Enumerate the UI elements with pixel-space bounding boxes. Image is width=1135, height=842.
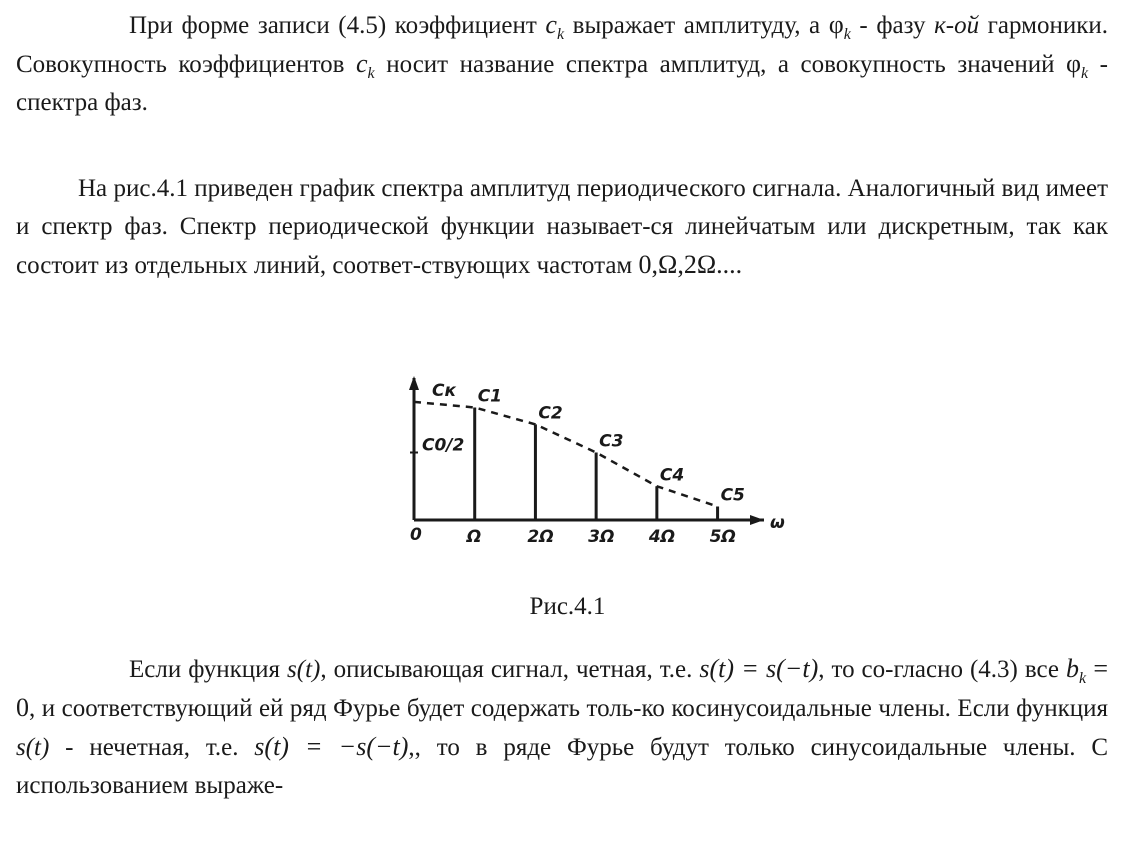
spectral-line-label: C1	[477, 386, 503, 407]
text: носит название спектра амплитуд, а совокупность значений	[374, 51, 1067, 78]
math-sub: k	[556, 26, 565, 43]
x-tick-label: 2Ω	[527, 527, 554, 547]
math-sub: k	[367, 65, 375, 82]
text: Если функция	[129, 656, 288, 683]
math-phik: φ	[828, 10, 844, 39]
math-even: s(t) = s(−t)	[699, 654, 819, 683]
paragraph-2	[16, 170, 1108, 285]
x-axis-label: ω	[770, 513, 785, 533]
x-tick-label: Ω	[466, 527, 482, 547]
text: гармоники. Совокупность коэффициентов	[16, 12, 1108, 78]
math-bk: b	[1066, 654, 1079, 683]
text: - спектра фаз.	[16, 51, 1108, 116]
x-tick-label: 4Ω	[648, 527, 676, 547]
x-tick-label: 5Ω	[709, 527, 736, 547]
spectrum-figure	[400, 368, 790, 558]
text: , и соответствующий ей ряд Фурье будет содержать толь-ко косинусоидальные члены. Если функция	[29, 695, 1108, 722]
text: , описывающая сигнал, четная, т.е.	[320, 656, 700, 683]
math-sub: k	[1081, 65, 1089, 82]
math-eq-zero: = 0	[16, 654, 1109, 722]
spectral-line-label: C4	[659, 465, 685, 486]
spectral-line-label: C5	[720, 485, 745, 506]
figure-caption: Рис.4.1	[529, 593, 606, 620]
math-ck: c	[545, 10, 557, 39]
spectral-line-label: C3	[599, 431, 624, 452]
text: ,, то в ряде Фурье будут только синусоидальные члены. С использованием выраже-	[16, 734, 1108, 799]
math-odd: s(t) = −s(−t)	[254, 732, 409, 761]
origin-label: 0	[410, 525, 422, 545]
paragraph-3	[16, 650, 1108, 805]
paragraph-1	[16, 6, 1108, 122]
math-sub: k	[1079, 670, 1087, 687]
math-frequencies: 0,Ω,2Ω....	[638, 250, 743, 279]
math-phik: φ	[1066, 49, 1082, 78]
text: выражает амплитуду, а	[564, 12, 829, 39]
y-axis-arrow	[409, 376, 419, 390]
text: На рис.4.1 приведен график спектра амплитуд периодического сигнала. Аналогичный вид имеет и спектр фаз. Спектр периодической функции называет-ся линейчатым или дискретным, так как состоит из отдельных линий, соответ-ствующих частотам	[16, 175, 1108, 279]
x-tick-label: 3Ω	[588, 527, 615, 547]
text-italic: s(t)	[287, 656, 321, 683]
text-italic: к-ой	[934, 12, 980, 39]
math-ck: c	[356, 49, 368, 78]
text: , то со-гласно (4.3) все	[818, 656, 1066, 683]
math-sub: k	[843, 26, 851, 43]
text: При форме записи (4.5) коэффициент	[129, 12, 546, 39]
y-axis-label: Cк	[432, 381, 457, 401]
text: - нечетная, т.е.	[49, 734, 255, 761]
x-axis-arrow	[750, 515, 764, 525]
spectral-line-label: C2	[538, 403, 563, 424]
text: - фазу	[850, 12, 935, 39]
y-tick-label: C0/2	[422, 435, 465, 456]
text-italic: s(t)	[16, 734, 50, 761]
